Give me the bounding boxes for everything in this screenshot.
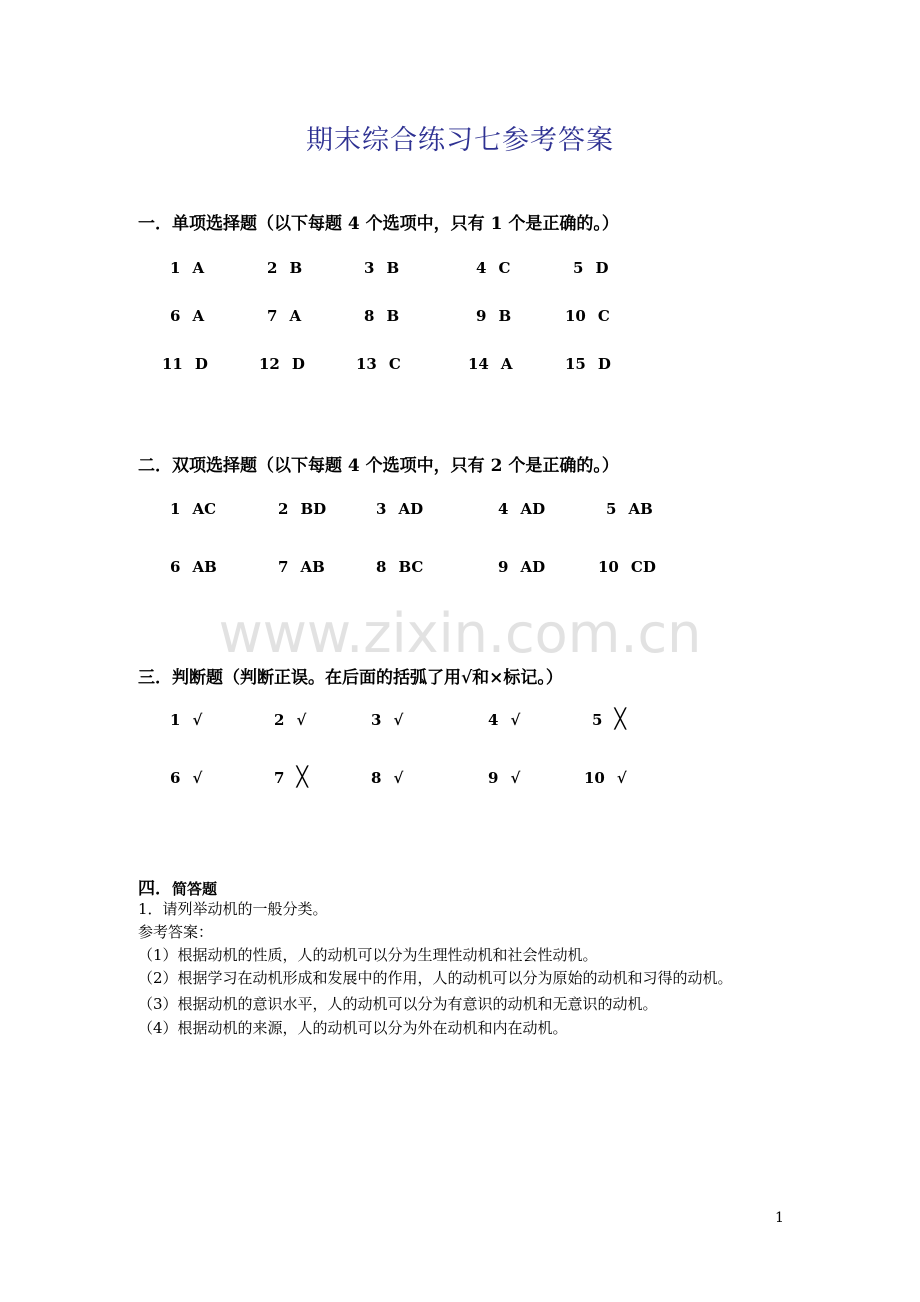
- answer-item: [170, 259, 204, 277]
- answer-value: AB: [300, 558, 325, 576]
- answer-item: [170, 307, 204, 325]
- answer-item: [592, 708, 626, 730]
- question-number: 8: [376, 558, 387, 576]
- answer-item: [468, 355, 513, 373]
- question-number: 1: [170, 259, 181, 277]
- answer-item: [364, 259, 399, 277]
- question-number: 7: [274, 769, 285, 787]
- question-number: 6: [170, 558, 181, 576]
- answer-item: [476, 259, 510, 277]
- answer-value: A: [192, 307, 205, 325]
- answer-item: [573, 259, 608, 277]
- answer-row: [0, 307, 920, 331]
- answer-item: [267, 259, 302, 277]
- answer-item: [376, 500, 423, 518]
- watermark: www.zixin.com.cn: [218, 602, 702, 665]
- answer-item: [278, 558, 325, 576]
- question-number: 3: [371, 711, 382, 729]
- question-number: 3: [376, 500, 387, 518]
- question-number: 1: [170, 711, 181, 729]
- answer-line: （1）根据动机的性质，人的动机可以分为生理性动机和社会性动机。: [138, 946, 598, 964]
- answer-value: B: [498, 307, 512, 325]
- answer-value: A: [289, 307, 302, 325]
- answer-item: [498, 558, 545, 576]
- answer-value: A: [500, 355, 513, 373]
- answer-item: [274, 766, 308, 788]
- answer-value: B: [386, 259, 400, 277]
- answer-row: [0, 500, 920, 524]
- check-mark-icon: √: [192, 711, 203, 729]
- answer-value: AB: [192, 558, 217, 576]
- answer-item: [274, 711, 306, 729]
- question-number: 6: [170, 307, 181, 325]
- answer-value: D: [595, 259, 609, 277]
- answer-line: （3）根据动机的意识水平，人的动机可以分为有意识的动机和无意识的动机。: [138, 995, 658, 1013]
- question-number: 8: [364, 307, 375, 325]
- answer-item: [476, 307, 511, 325]
- page-title: 期末综合练习七参考答案: [306, 125, 614, 156]
- section-4-number: 四．: [138, 879, 172, 899]
- answer-item: [498, 500, 545, 518]
- answer-row: [0, 355, 920, 379]
- check-mark-icon: √: [510, 711, 521, 729]
- question-number: 9: [476, 307, 487, 325]
- question-number: 4: [488, 711, 499, 729]
- check-mark-icon: √: [393, 711, 404, 729]
- answer-item: [364, 307, 399, 325]
- check-mark-icon: √: [296, 711, 307, 729]
- question-number: 9: [488, 769, 499, 787]
- answer-item: [356, 355, 401, 373]
- answer-line: （4）根据动机的来源，人的动机可以分为外在动机和内在动机。: [138, 1019, 568, 1037]
- answer-item: [170, 769, 202, 787]
- answer-item: [376, 558, 423, 576]
- answer-line: （2）根据学习在动机形成和发展中的作用，人的动机可以分为原始的动机和习得的动机。: [138, 969, 733, 987]
- section-4-title: 简答题: [172, 880, 218, 898]
- question-number: 7: [267, 307, 278, 325]
- answer-value: AC: [192, 500, 217, 518]
- question-number: 4: [498, 500, 509, 518]
- question-number: 1: [170, 500, 181, 518]
- answer-item: [278, 500, 326, 518]
- answer-item: [371, 711, 403, 729]
- answer-item: [170, 500, 216, 518]
- answer-value: BD: [300, 500, 327, 518]
- question-number: 8: [371, 769, 382, 787]
- answer-item: [606, 500, 653, 518]
- answer-item: [598, 558, 656, 576]
- answer-item: [170, 711, 202, 729]
- answer-item: [584, 769, 627, 787]
- page-number: 1: [775, 1210, 784, 1226]
- short-answer-question: 1．请列举动机的一般分类。: [138, 900, 328, 918]
- question-number: 5: [573, 259, 584, 277]
- answer-value: B: [386, 307, 400, 325]
- answer-item: [565, 307, 610, 325]
- answer-item: [170, 558, 217, 576]
- answer-value: D: [194, 355, 208, 373]
- question-number: 10: [584, 769, 605, 787]
- section-1-heading: 一．单项选择题（以下每题 4 个选项中，只有 1 个是正确的。）: [138, 214, 619, 234]
- question-number: 13: [356, 355, 377, 373]
- answer-item: [488, 711, 520, 729]
- question-number: 4: [476, 259, 487, 277]
- answer-value: D: [597, 355, 611, 373]
- answer-row: [0, 259, 920, 283]
- question-number: 3: [364, 259, 375, 277]
- answer-value: BC: [398, 558, 424, 576]
- question-number: 2: [267, 259, 278, 277]
- question-number: 11: [162, 355, 183, 373]
- answer-item: [371, 769, 403, 787]
- answer-item: [488, 769, 520, 787]
- answer-value: AD: [398, 500, 424, 518]
- question-number: 10: [598, 558, 619, 576]
- check-mark-icon: √: [510, 769, 521, 787]
- section-4-heading: [138, 874, 217, 899]
- answer-value: B: [289, 259, 303, 277]
- question-number: 5: [606, 500, 617, 518]
- answer-item: [259, 355, 305, 373]
- question-number: 9: [498, 558, 509, 576]
- question-number: 15: [565, 355, 586, 373]
- answer-value: C: [498, 259, 511, 277]
- cross-mark-icon: ╳: [614, 708, 626, 730]
- answer-label: 参考答案：: [138, 923, 214, 941]
- check-mark-icon: √: [393, 769, 404, 787]
- check-mark-icon: √: [192, 769, 203, 787]
- question-number: 6: [170, 769, 181, 787]
- answer-row: [0, 558, 920, 582]
- question-number: 2: [274, 711, 285, 729]
- question-number: 2: [278, 500, 289, 518]
- answer-value: AD: [520, 500, 546, 518]
- question-number: 7: [278, 558, 289, 576]
- answer-item: [565, 355, 611, 373]
- section-3-heading: 三．判断题（判断正误。在后面的括弧了用√和×标记。）: [138, 668, 563, 688]
- question-number: 10: [565, 307, 586, 325]
- cross-mark-icon: ╳: [296, 766, 308, 788]
- answer-value: C: [597, 307, 610, 325]
- answer-value: D: [291, 355, 305, 373]
- answer-row: [0, 766, 920, 793]
- answer-value: CD: [630, 558, 656, 576]
- question-number: 5: [592, 711, 603, 729]
- answer-row: [0, 708, 920, 735]
- question-number: 14: [468, 355, 489, 373]
- section-2-heading: 二．双项选择题（以下每题 4 个选项中，只有 2 个是正确的。）: [138, 456, 619, 476]
- answer-value: C: [388, 355, 401, 373]
- answer-item: [267, 307, 301, 325]
- answer-item: [162, 355, 208, 373]
- answer-value: A: [192, 259, 205, 277]
- check-mark-icon: √: [616, 769, 627, 787]
- answer-value: AD: [520, 558, 546, 576]
- answer-value: AB: [628, 500, 653, 518]
- question-number: 12: [259, 355, 280, 373]
